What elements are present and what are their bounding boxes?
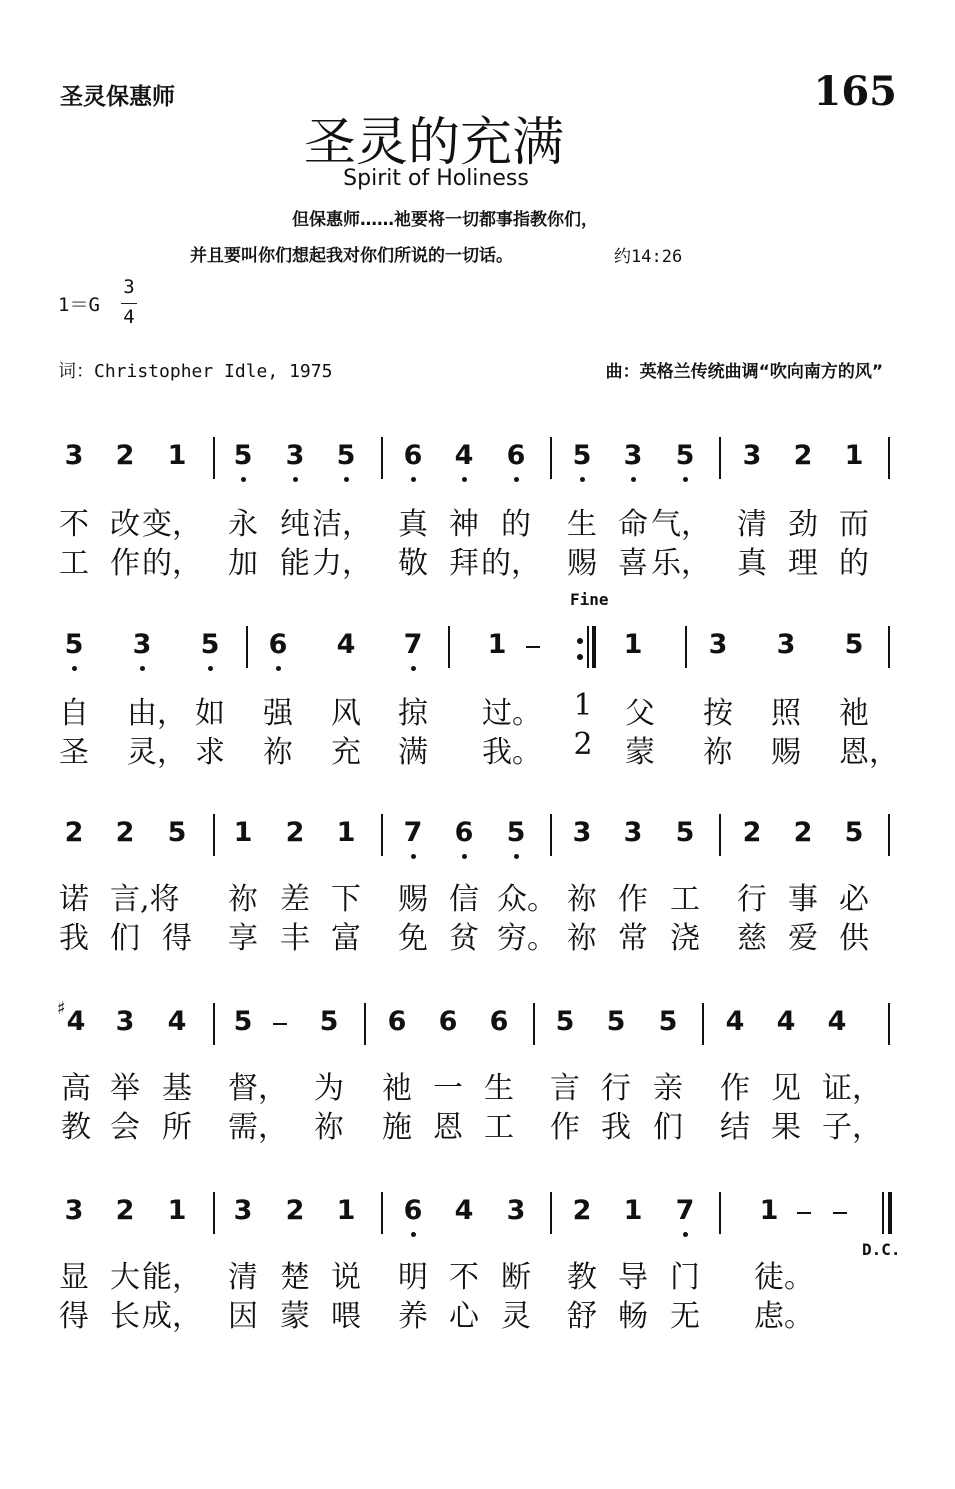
lyric: 亲 [653, 1071, 683, 1106]
lyric: 真 [398, 507, 428, 542]
lyric: 的 [501, 507, 531, 542]
lyric: 祢 [567, 882, 597, 917]
key-signature: 1＝G [58, 294, 100, 316]
lyric: 工 [670, 882, 700, 917]
lyric: 们 [653, 1110, 683, 1145]
lyric: 圣 [59, 735, 89, 770]
repeat-bar-line [587, 626, 589, 668]
lyric: 心 [449, 1299, 479, 1334]
lyric: 基 [162, 1071, 192, 1106]
note: 1 [623, 1195, 643, 1226]
bar-line [888, 626, 890, 668]
lyric: 赐 [567, 546, 597, 581]
note: 5 [606, 1006, 626, 1037]
lyric: 加 [228, 546, 258, 581]
note: 7 [675, 1195, 695, 1226]
note: 5 [233, 440, 253, 471]
lyric: 高 [61, 1071, 91, 1106]
note: 3 [506, 1195, 526, 1226]
lyric: 变， [142, 507, 202, 542]
lyric: 作 [110, 546, 140, 581]
bar-line [550, 437, 552, 479]
lyric: 的 [839, 546, 869, 581]
lyric: 导 [618, 1260, 648, 1295]
note: 2 [115, 817, 135, 848]
note: 3 [64, 440, 84, 471]
time-signature-divider [121, 303, 137, 304]
lyric: 神 [449, 507, 479, 542]
lyric: 门 [670, 1260, 700, 1295]
lyric: 按 [703, 696, 733, 731]
bar-line [888, 437, 890, 479]
final-bar-line-thick [888, 1192, 892, 1234]
lyric: 们 [110, 921, 140, 956]
note: 2 [64, 817, 84, 848]
lyric: 结 [720, 1110, 750, 1145]
lyric: 见 [771, 1071, 801, 1106]
bar-line [213, 1192, 215, 1234]
lyric: 穷。 [497, 921, 557, 956]
lyric: 敬 [398, 546, 428, 581]
lyric: 纯 [280, 507, 310, 542]
note: 4 [725, 1006, 745, 1037]
lyric: 力， [312, 546, 372, 581]
bar-line [213, 814, 215, 856]
time-signature-top: 3 [123, 276, 135, 298]
note: 2 [742, 817, 762, 848]
bar-line [685, 626, 687, 668]
note: 5 [64, 629, 84, 660]
lyric: 子， [822, 1110, 882, 1145]
note: 2 [285, 817, 305, 848]
dc-marker: D.C. [862, 1240, 901, 1259]
bar-line [888, 814, 890, 856]
lyric: 的， [481, 546, 541, 581]
note: 6 [403, 440, 423, 471]
composer-credit: 曲：英格兰传统曲调“吹向南方的风” [605, 362, 883, 382]
lyric: 改 [110, 507, 140, 542]
repeat-dot [577, 638, 583, 644]
note: 6 [268, 629, 288, 660]
lower-octave-dot [514, 854, 519, 859]
lyric: 的， [142, 546, 202, 581]
note: 3 [115, 1006, 135, 1037]
lyric: 显 [59, 1260, 89, 1295]
time-signature-bottom: 4 [123, 306, 135, 328]
note: 4 [454, 1195, 474, 1226]
lyric: 会 [110, 1110, 140, 1145]
bar-line [381, 814, 383, 856]
lyric: 督， [228, 1071, 288, 1106]
hymn-title: 圣灵的充满 [303, 113, 564, 173]
lyric: 浇 [670, 921, 700, 956]
lyric: 不 [449, 1260, 479, 1295]
note: 3 [776, 629, 796, 660]
lyric: 我 [601, 1110, 631, 1145]
repeat-bar-line-thick [592, 626, 596, 668]
scripture-line-2: 并且要叫你们想起我对你们所说的一切话。 [190, 246, 513, 266]
lyric: 真 [737, 546, 767, 581]
fine-marker: Fine [570, 590, 609, 609]
note: 6 [387, 1006, 407, 1037]
lyric: 信 [449, 882, 479, 917]
lyric: 事 [788, 882, 818, 917]
note: 6 [438, 1006, 458, 1037]
note: 5 [675, 440, 695, 471]
lyric: 能， [142, 1260, 202, 1295]
duration-dash [833, 1212, 847, 1214]
lyric: 因 [228, 1299, 258, 1334]
lyric: 爱 [788, 921, 818, 956]
bar-line [719, 814, 721, 856]
bar-line [381, 437, 383, 479]
note: 4 [776, 1006, 796, 1037]
lyric: 祂 [839, 696, 869, 731]
lyric: 强 [263, 696, 293, 731]
lyric: 理 [788, 546, 818, 581]
note: 1 [233, 817, 253, 848]
note: 4 [827, 1006, 847, 1037]
note: 2 [572, 1195, 592, 1226]
lyric: 诺 [59, 882, 89, 917]
lower-octave-dot [631, 477, 636, 482]
lyric: 得 [162, 921, 192, 956]
lower-octave-dot [241, 477, 246, 482]
note: 7 [403, 629, 423, 660]
lyric: 长 [110, 1299, 140, 1334]
note: 5 [167, 817, 187, 848]
lower-octave-dot [683, 477, 688, 482]
lyric: 施 [382, 1110, 412, 1145]
lower-octave-dot [276, 666, 281, 671]
lower-octave-dot [580, 477, 585, 482]
lyric: 自 [59, 696, 89, 731]
note: 4 [336, 629, 356, 660]
lyric: 无 [670, 1299, 700, 1334]
bar-line [381, 1192, 383, 1234]
bar-line [719, 437, 721, 479]
note: 4 [454, 440, 474, 471]
note: 5 [506, 817, 526, 848]
lyric: 必 [839, 882, 869, 917]
lyric: 生 [567, 507, 597, 542]
bar-line [550, 1192, 552, 1234]
note: 6 [403, 1195, 423, 1226]
lyric: 畅 [618, 1299, 648, 1334]
note: 1 [336, 817, 356, 848]
lyric: 一 [433, 1071, 463, 1106]
lyric: 我。 [482, 735, 542, 770]
scripture-reference: 约14:26 [614, 247, 683, 267]
note: 6 [506, 440, 526, 471]
note: 2 [115, 440, 135, 471]
duration-dash [526, 646, 540, 648]
note: 3 [623, 817, 643, 848]
lyric: 父 [625, 696, 655, 731]
lyric: 为 [314, 1071, 344, 1106]
note: 1 [759, 1195, 779, 1226]
bar-line [550, 814, 552, 856]
lyric: 楚 [280, 1260, 310, 1295]
lyricist-credit: 词：Christopher Idle, 1975 [58, 361, 333, 382]
lower-octave-dot [514, 477, 519, 482]
note: 1 [167, 1195, 187, 1226]
note: 2 [793, 440, 813, 471]
lyric: 恩， [839, 735, 899, 770]
lyric: 言,将 [110, 882, 180, 917]
lyric: 成， [142, 1299, 202, 1334]
lyric: 教 [567, 1260, 597, 1295]
lyric: 祂 [382, 1071, 412, 1106]
bar-line [213, 437, 215, 479]
note: 5 [200, 629, 220, 660]
note: 5 [658, 1006, 678, 1037]
sharp-accidental: ♯ [57, 998, 66, 1019]
lower-octave-dot [344, 477, 349, 482]
lower-octave-dot [140, 666, 145, 671]
lyric: 永 [228, 507, 258, 542]
lyric: 大 [110, 1260, 140, 1295]
note: 2 [793, 817, 813, 848]
note: 1 [623, 629, 643, 660]
note: 3 [708, 629, 728, 660]
lyric: 能 [280, 546, 310, 581]
note: 2 [285, 1195, 305, 1226]
note: 3 [233, 1195, 253, 1226]
lyric: 洁， [312, 507, 372, 542]
lyric: 作 [720, 1071, 750, 1106]
lyric: 得 [59, 1299, 89, 1334]
lower-octave-dot [462, 477, 467, 482]
note: 3 [132, 629, 152, 660]
lyric: 乐， [651, 546, 711, 581]
lower-octave-dot [293, 477, 298, 482]
lyric: 证， [822, 1071, 882, 1106]
note: 6 [489, 1006, 509, 1037]
duration-dash [797, 1212, 811, 1214]
lyric: 清 [228, 1260, 258, 1295]
lyric: 蒙 [625, 735, 655, 770]
lyric: 差 [280, 882, 310, 917]
bar-line [533, 1003, 535, 1045]
note: 5 [555, 1006, 575, 1037]
lower-octave-dot [411, 1232, 416, 1237]
lower-octave-dot [462, 854, 467, 859]
lyric: 祢 [314, 1110, 344, 1145]
note: 5 [844, 629, 864, 660]
lyric: 过。 [482, 696, 542, 731]
note: 5 [233, 1006, 253, 1037]
note: 5 [844, 817, 864, 848]
bar-line [364, 1003, 366, 1045]
bar-line [702, 1003, 704, 1045]
lower-octave-dot [208, 666, 213, 671]
bar-line [888, 1003, 890, 1045]
bar-line [719, 1192, 721, 1234]
lyric: 照 [771, 696, 801, 731]
lyric: 需， [228, 1110, 288, 1145]
note: 3 [285, 440, 305, 471]
lyric: 我 [59, 921, 89, 956]
lyric: 清 [737, 507, 767, 542]
hymn-subtitle: Spirit of Holiness [343, 166, 529, 191]
note: 5 [336, 440, 356, 471]
lyric: 祢 [228, 882, 258, 917]
lyric: 而 [839, 507, 869, 542]
note: 4 [66, 1006, 86, 1037]
lyric: 恩 [433, 1110, 463, 1145]
lyric: 喂 [331, 1299, 361, 1334]
lyric: 蒙 [280, 1299, 310, 1334]
note: 3 [572, 817, 592, 848]
lyric: 祢 [703, 735, 733, 770]
lyric: 教 [61, 1110, 91, 1145]
lyric: 免 [398, 921, 428, 956]
note: 5 [675, 817, 695, 848]
note: 1 [487, 629, 507, 660]
lyric: 断 [501, 1260, 531, 1295]
lyric: 明 [398, 1260, 428, 1295]
lyric: 祢 [567, 921, 597, 956]
verse-number: 1 [573, 688, 593, 723]
lyric: 举 [110, 1071, 140, 1106]
lyric: 赐 [771, 735, 801, 770]
lyric: 贫 [449, 921, 479, 956]
lyric: 虑。 [754, 1299, 814, 1334]
bar-line [448, 626, 450, 668]
lyric: 下 [331, 882, 361, 917]
lyric: 风 [331, 696, 361, 731]
lyric: 劲 [788, 507, 818, 542]
repeat-dot [577, 654, 583, 660]
note: 2 [115, 1195, 135, 1226]
lyric: 供 [839, 921, 869, 956]
lyric: 喜 [618, 546, 648, 581]
lower-octave-dot [683, 1232, 688, 1237]
note: 1 [167, 440, 187, 471]
note: 1 [336, 1195, 356, 1226]
lyric: 如 [195, 696, 225, 731]
lyric: 工 [484, 1110, 514, 1145]
lyric: 灵 [501, 1299, 531, 1334]
note: 7 [403, 817, 423, 848]
lyric: 所 [162, 1110, 192, 1145]
note: 5 [572, 440, 592, 471]
lower-octave-dot [411, 854, 416, 859]
lyric: 舒 [567, 1299, 597, 1334]
verse-number: 2 [573, 727, 593, 762]
lyric: 果 [771, 1110, 801, 1145]
note: 3 [64, 1195, 84, 1226]
bar-line [213, 1003, 215, 1045]
note: 5 [319, 1006, 339, 1037]
note: 1 [844, 440, 864, 471]
lyric: 作 [618, 882, 648, 917]
note: 4 [167, 1006, 187, 1037]
lyric: 富 [331, 921, 361, 956]
lyric: 赐 [398, 882, 428, 917]
lyric: 由， [127, 696, 187, 731]
lyric: 不 [59, 507, 89, 542]
lyric: 言 [550, 1071, 580, 1106]
lyric: 求 [195, 735, 225, 770]
lyric: 徒。 [754, 1260, 814, 1295]
lower-octave-dot [411, 666, 416, 671]
lower-octave-dot [411, 477, 416, 482]
lyric: 丰 [280, 921, 310, 956]
lyric: 工 [59, 546, 89, 581]
lyric: 生 [484, 1071, 514, 1106]
lyric: 满 [398, 735, 428, 770]
lyric: 祢 [263, 735, 293, 770]
lower-octave-dot [72, 666, 77, 671]
lyric: 掠 [398, 696, 428, 731]
lyric: 作 [550, 1110, 580, 1145]
scripture-line-1: 但保惠师……祂要将一切都事指教你们， [292, 210, 598, 230]
lyric: 慈 [737, 921, 767, 956]
lyric: 养 [398, 1299, 428, 1334]
lyric: 说 [331, 1260, 361, 1295]
lyric: 灵， [127, 735, 187, 770]
lyric: 行 [737, 882, 767, 917]
note: 3 [742, 440, 762, 471]
note: 6 [454, 817, 474, 848]
final-bar-line [882, 1192, 884, 1234]
lyric: 充 [331, 735, 361, 770]
lyric: 常 [618, 921, 648, 956]
duration-dash [273, 1023, 287, 1025]
bar-line [246, 626, 248, 668]
lyric: 拜 [449, 546, 479, 581]
lyric: 众。 [497, 882, 557, 917]
lyric: 行 [601, 1071, 631, 1106]
note: 3 [623, 440, 643, 471]
lyric: 享 [228, 921, 258, 956]
hymn-number: 165 [813, 68, 897, 115]
lyric: 气， [651, 507, 711, 542]
lyric: 命 [618, 507, 648, 542]
section-title: 圣灵保惠师 [60, 83, 175, 110]
